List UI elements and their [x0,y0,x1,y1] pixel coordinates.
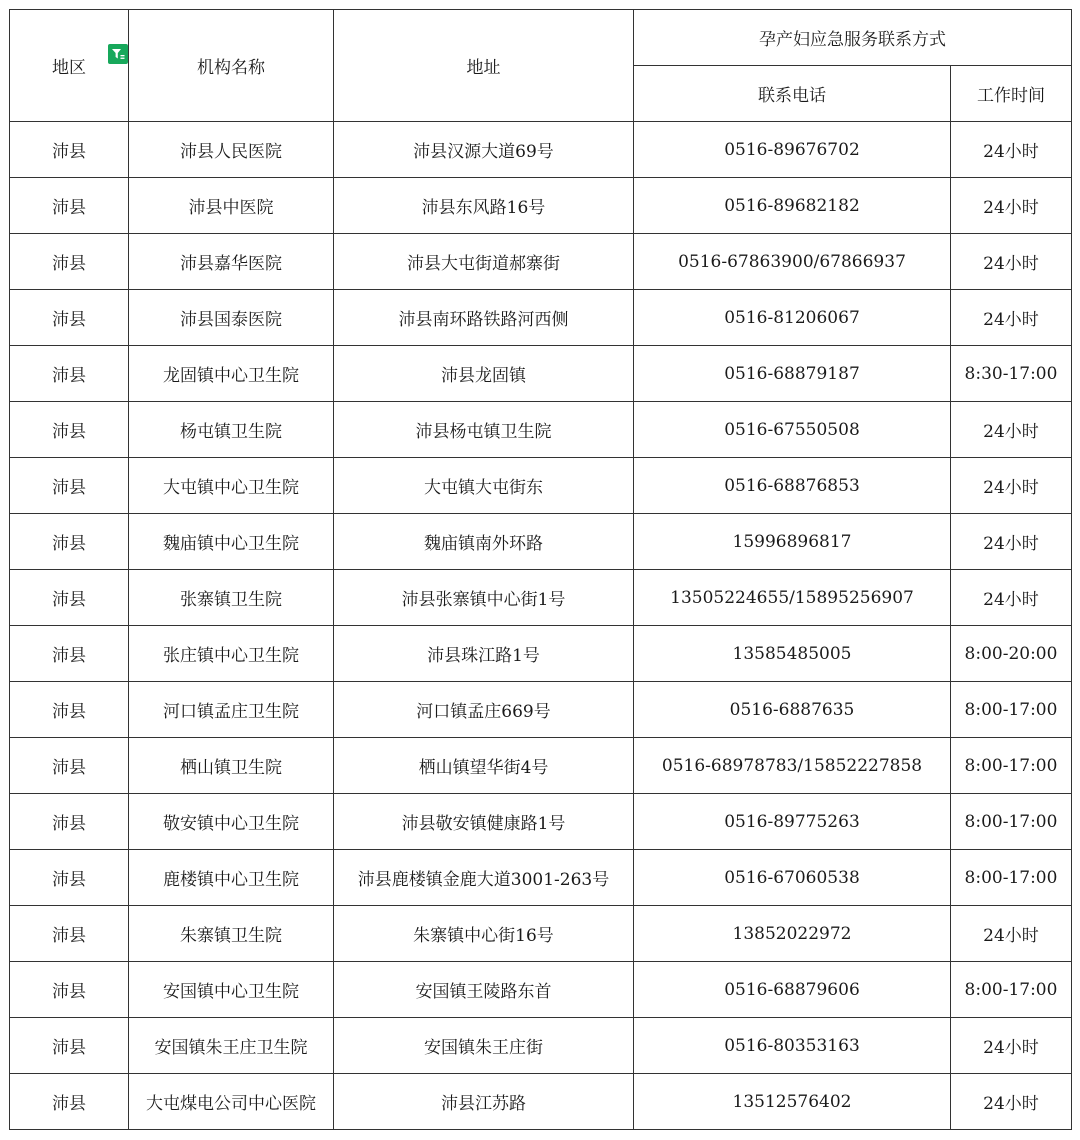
cell-address: 朱寨镇中心街16号 [334,906,634,962]
table-body [10,122,1072,1130]
header-group [634,10,1072,66]
header-address [334,10,634,122]
cell-phone: 0516-68978783/15852227858 [634,738,951,794]
contact-table [9,9,1072,1130]
cell-region: 沛县 [10,122,129,178]
header-row-1 [10,10,1072,66]
cell-hours: 8:00-17:00 [951,962,1072,1018]
cell-hours: 24小时 [951,290,1072,346]
cell-phone: 0516-89682182 [634,178,951,234]
header-org-name-label: 机构名称 [197,58,265,78]
cell-org-name: 安国镇中心卫生院 [129,962,334,1018]
header-region[interactable] [10,10,129,122]
cell-address: 沛县鹿楼镇金鹿大道3001-263号 [334,850,634,906]
cell-address: 沛县敬安镇健康路1号 [334,794,634,850]
cell-phone: 0516-89775263 [634,794,951,850]
cell-address: 沛县张寨镇中心街1号 [334,570,634,626]
table-row [10,458,1072,514]
cell-region: 沛县 [10,346,129,402]
header-group-label: 孕产妇应急服务联系方式 [759,30,946,50]
cell-hours: 24小时 [951,178,1072,234]
cell-address: 沛县汉源大道69号 [334,122,634,178]
table-row [10,290,1072,346]
cell-address: 沛县东风路16号 [334,178,634,234]
cell-hours: 24小时 [951,122,1072,178]
cell-region: 沛县 [10,794,129,850]
cell-org-name: 沛县中医院 [129,178,334,234]
cell-hours: 24小时 [951,514,1072,570]
cell-org-name: 魏庙镇中心卫生院 [129,514,334,570]
cell-address: 安国镇朱王庄街 [334,1018,634,1074]
cell-phone: 0516-80353163 [634,1018,951,1074]
table-row [10,1018,1072,1074]
cell-address: 沛县珠江路1号 [334,626,634,682]
cell-region: 沛县 [10,290,129,346]
cell-org-name: 杨屯镇卫生院 [129,402,334,458]
table-row [10,1074,1072,1130]
cell-address: 栖山镇望华街4号 [334,738,634,794]
cell-address: 魏庙镇南外环路 [334,514,634,570]
cell-phone: 0516-68879606 [634,962,951,1018]
cell-org-name: 敬安镇中心卫生院 [129,794,334,850]
cell-region: 沛县 [10,458,129,514]
cell-org-name: 大屯煤电公司中心医院 [129,1074,334,1130]
cell-address: 沛县杨屯镇卫生院 [334,402,634,458]
cell-region: 沛县 [10,850,129,906]
table-row [10,794,1072,850]
cell-hours: 8:00-17:00 [951,738,1072,794]
cell-region: 沛县 [10,682,129,738]
table-row [10,514,1072,570]
cell-region: 沛县 [10,570,129,626]
cell-hours: 24小时 [951,570,1072,626]
cell-hours: 8:00-17:00 [951,794,1072,850]
cell-address: 河口镇孟庄669号 [334,682,634,738]
cell-phone: 13512576402 [634,1074,951,1130]
table-row [10,234,1072,290]
cell-phone: 0516-67863900/67866937 [634,234,951,290]
table-row [10,850,1072,906]
table-row [10,178,1072,234]
cell-org-name: 沛县国泰医院 [129,290,334,346]
cell-org-name: 大屯镇中心卫生院 [129,458,334,514]
cell-region: 沛县 [10,738,129,794]
cell-address: 沛县江苏路 [334,1074,634,1130]
table-row [10,346,1072,402]
cell-region: 沛县 [10,514,129,570]
cell-address: 大屯镇大屯街东 [334,458,634,514]
cell-hours: 24小时 [951,1074,1072,1130]
cell-region: 沛县 [10,1018,129,1074]
cell-hours: 24小时 [951,402,1072,458]
header-phone [634,66,951,122]
table-row [10,570,1072,626]
cell-phone: 0516-67060538 [634,850,951,906]
cell-region: 沛县 [10,626,129,682]
table-container [9,9,1072,1130]
cell-hours: 8:30-17:00 [951,346,1072,402]
cell-hours: 8:00-20:00 [951,626,1072,682]
cell-phone: 13505224655/15895256907 [634,570,951,626]
cell-address: 沛县南环路铁路河西侧 [334,290,634,346]
cell-phone: 0516-68876853 [634,458,951,514]
cell-hours: 24小时 [951,234,1072,290]
cell-phone: 0516-6887635 [634,682,951,738]
table-row [10,738,1072,794]
cell-hours: 24小时 [951,1018,1072,1074]
table-row [10,962,1072,1018]
header-region-label: 地区 [52,58,86,78]
cell-hours: 24小时 [951,458,1072,514]
cell-region: 沛县 [10,178,129,234]
cell-org-name: 河口镇孟庄卫生院 [129,682,334,738]
cell-address: 沛县大屯街道郝寨街 [334,234,634,290]
cell-address: 沛县龙固镇 [334,346,634,402]
header-address-label: 地址 [466,58,501,78]
cell-org-name: 张庄镇中心卫生院 [129,626,334,682]
table-row [10,402,1072,458]
cell-region: 沛县 [10,906,129,962]
table-row [10,906,1072,962]
cell-org-name: 龙固镇中心卫生院 [129,346,334,402]
cell-org-name: 朱寨镇卫生院 [129,906,334,962]
cell-phone: 13852022972 [634,906,951,962]
cell-hours: 8:00-17:00 [951,682,1072,738]
cell-org-name: 鹿楼镇中心卫生院 [129,850,334,906]
filter-icon[interactable] [108,44,128,64]
cell-phone: 0516-68879187 [634,346,951,402]
cell-region: 沛县 [10,962,129,1018]
header-phone-label: 联系电话 [758,86,826,106]
cell-region: 沛县 [10,1074,129,1130]
table-row [10,626,1072,682]
header-hours [951,66,1072,122]
cell-phone: 0516-89676702 [634,122,951,178]
header-org-name [129,10,334,122]
cell-hours: 24小时 [951,906,1072,962]
cell-phone: 13585485005 [634,626,951,682]
cell-org-name: 沛县人民医院 [129,122,334,178]
cell-hours: 8:00-17:00 [951,850,1072,906]
cell-address: 安国镇王陵路东首 [334,962,634,1018]
cell-phone: 15996896817 [634,514,951,570]
table-row [10,122,1072,178]
cell-org-name: 张寨镇卫生院 [129,570,334,626]
cell-region: 沛县 [10,402,129,458]
header-hours-label: 工作时间 [977,86,1045,106]
cell-org-name: 安国镇朱王庄卫生院 [129,1018,334,1074]
cell-org-name: 沛县嘉华医院 [129,234,334,290]
table-row [10,682,1072,738]
cell-region: 沛县 [10,234,129,290]
cell-phone: 0516-81206067 [634,290,951,346]
cell-org-name: 栖山镇卫生院 [129,738,334,794]
cell-phone: 0516-67550508 [634,402,951,458]
